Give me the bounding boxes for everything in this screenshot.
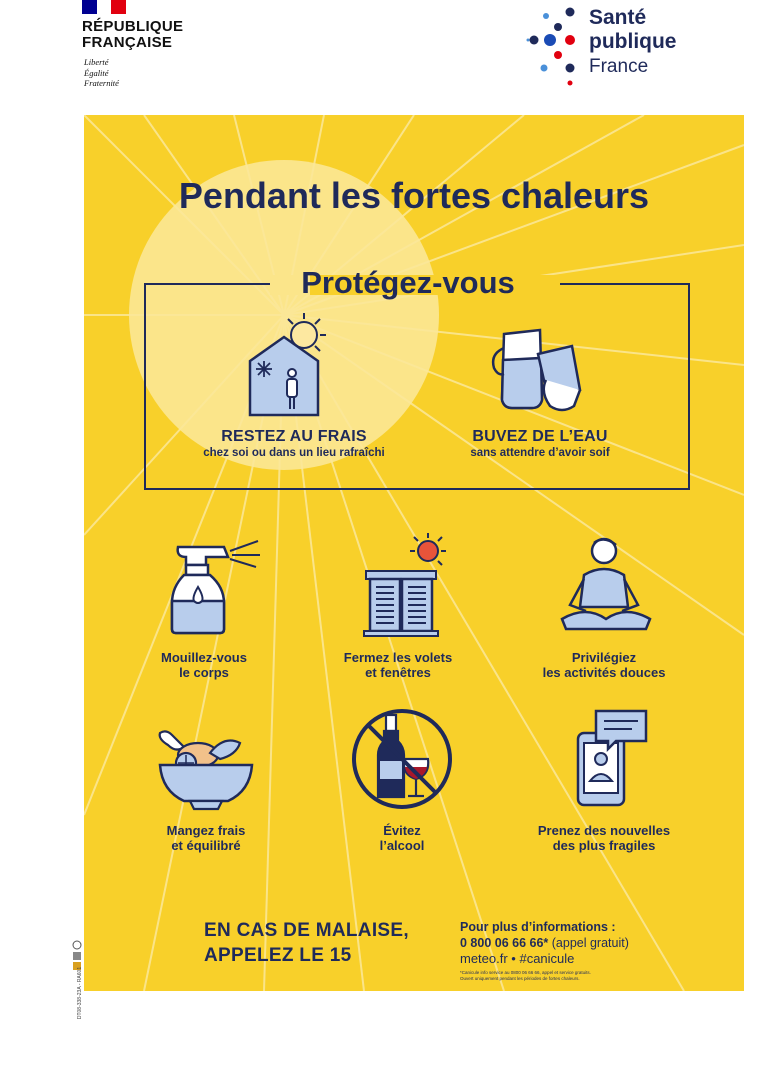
- tip-check-on-fragile-label: Prenez des nouvelles des plus fragiles: [537, 823, 671, 853]
- republique-francaise-name: RÉPUBLIQUE FRANÇAISE: [82, 18, 184, 51]
- tip-stay-cool-heading: RESTEZ AU FRAIS: [221, 428, 367, 445]
- info-phone-note: (appel gratuit): [548, 936, 629, 950]
- phone-message-icon: [570, 707, 650, 811]
- spf-name-line1: Santé: [589, 6, 647, 29]
- republique-motto: Liberté Égalité Fraternité: [84, 57, 119, 88]
- poster-subtitle: Protégez-vous: [301, 265, 515, 300]
- house-cool-icon: [244, 313, 340, 419]
- water-jug-glass-icon: [490, 320, 594, 418]
- tip-wet-body-label: Mouillez-vous le corps: [161, 650, 247, 680]
- info-footnote: *Canicule info service au 0800 06 66 66, appel et service gratuits. Ouvert uniquement pendant les périodes de fortes chaleurs.: [460, 970, 591, 981]
- tip-gentle-activities-label: Privilégiez les activités douces: [542, 650, 666, 680]
- poster-title: Pendant les fortes chaleurs: [178, 175, 650, 216]
- info-web: meteo.fr • #canicule: [460, 951, 575, 966]
- spf-dots-icon: [522, 0, 586, 90]
- info-title: Pour plus d’informations :: [460, 920, 616, 934]
- emergency-call-15: EN CAS DE MALAISE, APPELEZ LE 15: [204, 920, 409, 966]
- meditating-person-icon: [556, 535, 656, 635]
- tip-avoid-alcohol-label: Évitez l’alcool: [379, 823, 425, 853]
- tip-close-shutters-label: Fermez les volets et fenêtres: [343, 650, 453, 680]
- more-info-block: [460, 919, 700, 967]
- tip-eat-fresh-label: Mangez frais et équilibré: [166, 823, 246, 853]
- spray-bottle-icon: [166, 535, 266, 635]
- closed-shutters-icon: [362, 533, 454, 637]
- spf-name-line2: publique: [589, 30, 677, 53]
- tip-stay-cool-detail: chez soi ou dans un lieu rafraîchi: [203, 447, 385, 459]
- side-document-code: DT08-338-23A - RA601: [77, 966, 83, 1020]
- french-flag-icon: [82, 0, 126, 14]
- no-alcohol-icon: [350, 707, 454, 811]
- salad-bowl-icon: [154, 725, 258, 813]
- info-phone: 0 800 06 66 66*: [460, 936, 549, 950]
- republique-francaise-logo: [82, 0, 222, 95]
- spf-name-line3: France: [589, 56, 649, 77]
- tip-drink-water-heading: BUVEZ DE L’EAU: [472, 428, 608, 445]
- sante-publique-france-logo: [522, 0, 712, 92]
- tip-drink-water-detail: sans attendre d’avoir soif: [470, 447, 610, 459]
- heatwave-poster: [84, 115, 744, 991]
